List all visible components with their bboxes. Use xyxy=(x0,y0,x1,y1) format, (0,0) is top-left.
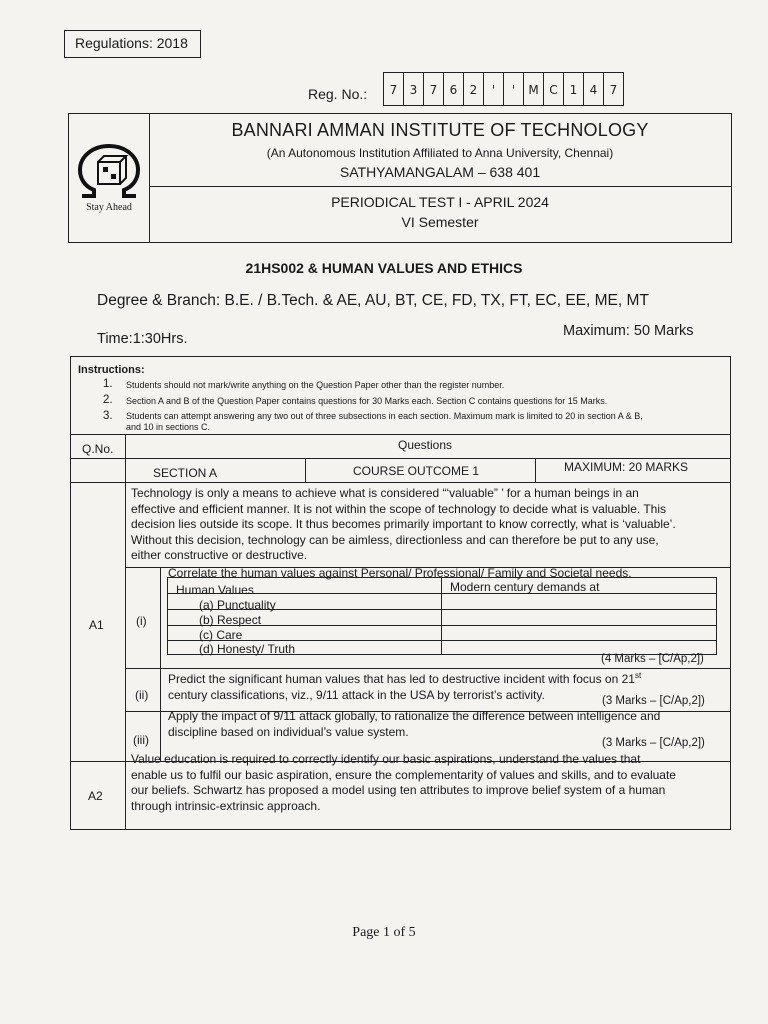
institute-affiliation: (An Autonomous Institution Affiliated to Anna University, Chennai) xyxy=(266,146,614,160)
instruction-text-cont: and 10 in sections C. xyxy=(126,422,211,432)
para-line: effective and efficient manner. It is not within the scope of technology to decide what is valuable. This xyxy=(131,501,666,516)
question-a2-text xyxy=(131,752,721,814)
questions-header: Questions xyxy=(398,438,453,452)
sub-column-divider xyxy=(160,567,161,761)
degree-branch: Degree & Branch: B.E. / B.Tech. & AE, AU, BT, CE, FD, TX, FT, EC, EE, ME, MT xyxy=(97,292,649,309)
value-row: (b) Respect xyxy=(199,613,262,627)
instruction-text: Section A and B of the Question Paper contains questions for 30 Marks each. Section C contains questions for 15 Marks. xyxy=(126,396,608,406)
col-divider xyxy=(305,458,306,482)
value-row: (a) Punctuality xyxy=(199,598,276,612)
question-a1-intro xyxy=(131,486,721,564)
para-line: Value education is required to correctly identify our basic aspirations, understand the values that xyxy=(131,752,641,766)
para-line: our beliefs. Schwartz has proposed a model using ten attributes to improve belief system of a human xyxy=(131,783,666,797)
reg-no-label: Reg. No.: xyxy=(308,86,368,102)
marks-ii: (3 Marks – [C/Ap,2]) xyxy=(602,695,705,707)
para-line: century classifications, viz., 9/11 attack in the USA by terrorist’s activity. xyxy=(168,687,545,702)
para-line: either constructive or destructive. xyxy=(131,548,308,562)
qno-column-divider xyxy=(125,434,126,830)
col-divider xyxy=(535,458,536,482)
sub-question-ii-label: (ii) xyxy=(135,688,149,702)
values-col-header: Human Values xyxy=(176,583,254,597)
para-line: discipline based on individual’s value system. xyxy=(168,724,409,739)
reg-no-digit: 2 xyxy=(463,72,484,106)
demands-col-header: Modern century demands at xyxy=(450,580,600,594)
sub-question-i-text: Correlate the human values against Personal/ Professional/ Family and Societal needs. xyxy=(168,566,632,580)
superscript: st xyxy=(634,671,642,680)
marks-i: (4 Marks – [C/Ap,2]) xyxy=(601,653,704,665)
para-line: through intrinsic-extrinsic approach. xyxy=(131,798,321,813)
values-table-col-divider xyxy=(441,577,442,655)
exam-time: Time:1:30Hrs. xyxy=(97,331,188,347)
logo-tagline: Stay Ahead xyxy=(86,202,132,213)
para-line: Predict the significant human values that has led to destructive incident with focus on 21 xyxy=(168,672,635,686)
reg-no-digit: 6 xyxy=(443,72,464,106)
reg-no-boxes xyxy=(384,72,624,106)
page-number: Page 1 of 5 xyxy=(352,925,416,940)
question-a2-label: A2 xyxy=(88,789,103,803)
reg-no-digit: 7 xyxy=(383,72,404,106)
instructions-title: Instructions: xyxy=(78,364,145,376)
question-a1-label: A1 xyxy=(89,618,104,632)
row-divider xyxy=(70,482,731,483)
reg-no-digit: 7 xyxy=(603,72,624,106)
semester: VI Semester xyxy=(401,214,479,230)
section-label: SECTION A xyxy=(153,466,218,480)
row-divider xyxy=(70,458,731,459)
values-table-row xyxy=(167,640,717,641)
reg-no-digit: 7 xyxy=(423,72,444,106)
institute-header xyxy=(68,113,732,243)
para-line: Without this decision, technology can be aimless, directionless and can therefore be put to any use, xyxy=(131,532,659,547)
instruction-number: 2. xyxy=(103,394,113,406)
reg-no-digit: 1 xyxy=(563,72,584,106)
para-line: Technology is only a means to achieve what is considered “‘valuable” ’ for a human beings in an xyxy=(131,486,639,500)
maximum-marks: Maximum: 50 Marks xyxy=(563,323,694,339)
sub-question-iii-label: (iii) xyxy=(133,733,149,747)
institute-location: SATHYAMANGALAM – 638 401 xyxy=(339,164,541,180)
marks-iii: (3 Marks – [C/Ap,2]) xyxy=(602,737,705,749)
reg-no-digit: M xyxy=(523,72,544,106)
course-outcome: COURSE OUTCOME 1 xyxy=(353,464,480,478)
reg-no-digit: C xyxy=(543,72,564,106)
row-divider xyxy=(70,434,731,435)
instruction-text: Students can attempt answering any two out of three subsections in each section. Maximum mark is limited to 20 in section A & B, xyxy=(126,411,643,421)
qno-header: Q.No. xyxy=(82,442,114,456)
institute-name: BANNARI AMMAN INSTITUTE OF TECHNOLOGY xyxy=(231,120,649,140)
reg-no-digit: ' xyxy=(483,72,504,106)
exam-title: PERIODICAL TEST I - APRIL 2024 xyxy=(331,194,549,210)
reg-no-digit: 3 xyxy=(403,72,424,106)
para-line: Apply the impact of 9/11 attack globally, to rationalize the difference between intelligence and xyxy=(168,709,661,723)
logo-cell xyxy=(69,114,150,242)
reg-no-digit: ' xyxy=(503,72,524,106)
course-title: 21HS002 & HUMAN VALUES AND ETHICS xyxy=(245,260,523,276)
para-line: enable us to fulfil our basic aspiration, ensure the complementarity of values and skills, and to evaluate xyxy=(131,767,676,782)
header-divider xyxy=(149,186,731,187)
regulations-label: Regulations: 2018 xyxy=(64,30,201,58)
value-row: (d) Honesty/ Truth xyxy=(199,642,296,656)
reg-no-digit: 4 xyxy=(583,72,604,106)
value-row: (c) Care xyxy=(199,628,243,642)
instruction-text: Students should not mark/write anything on the Question Paper other than the register number. xyxy=(126,380,505,390)
instruction-number: 3. xyxy=(103,410,113,422)
section-maximum: MAXIMUM: 20 MARKS xyxy=(564,460,689,474)
para-line: decision lies outside its scope. It thus becomes primarily important to know correctly, what is ‘valuable’. xyxy=(131,517,676,531)
institute-logo-icon xyxy=(76,144,142,200)
sub-question-i-label: (i) xyxy=(136,614,147,628)
sub-question-iii-text xyxy=(168,709,720,740)
instruction-number: 1. xyxy=(103,378,113,390)
